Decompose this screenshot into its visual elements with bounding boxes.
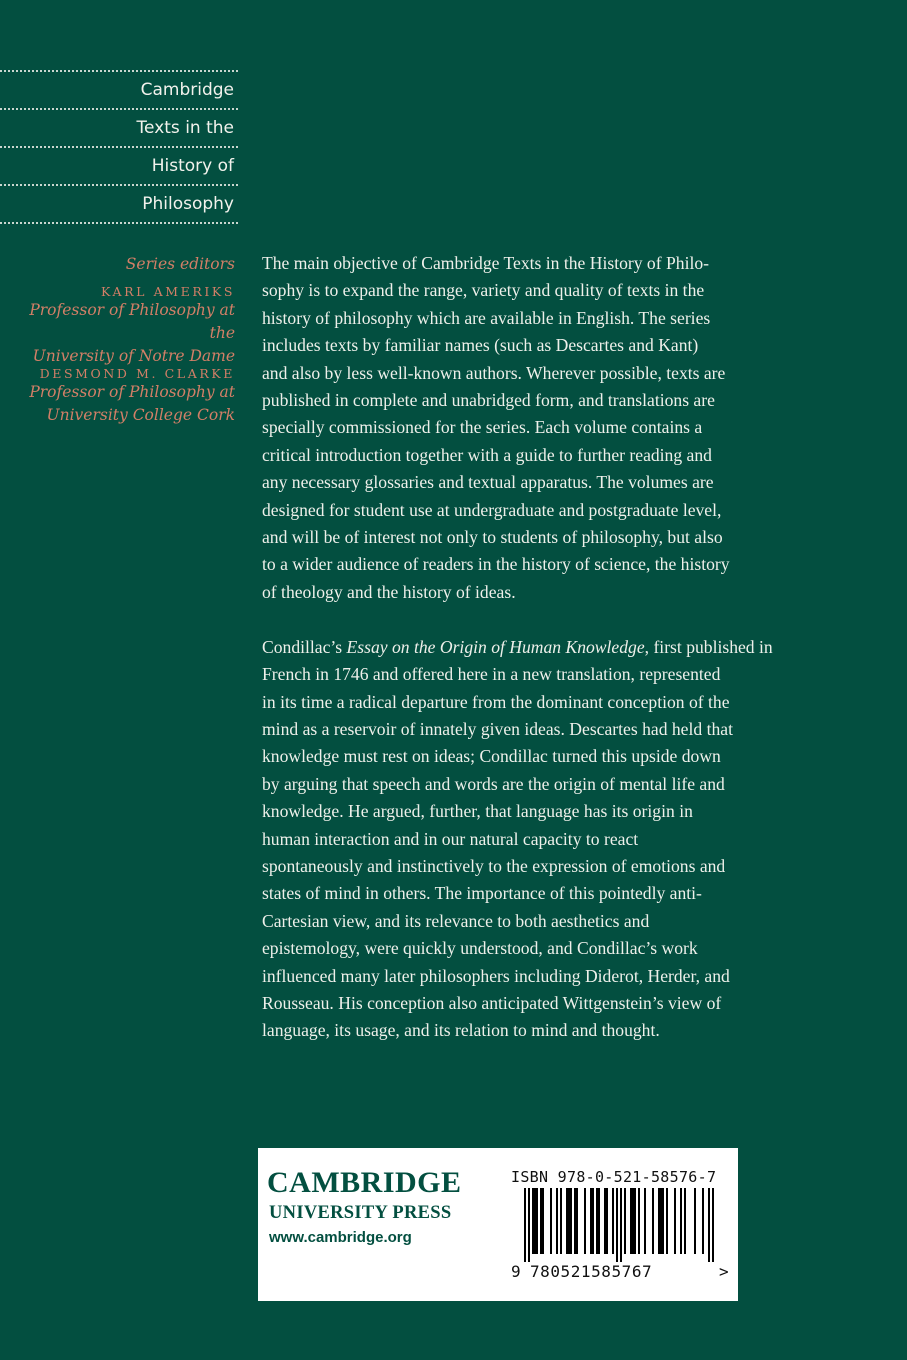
blurb-line: published in complete and unabridged form, and translations are [262, 390, 715, 411]
barcode-lead-digit: 9 [511, 1262, 521, 1281]
blurb-line: critical introduction together with a guide to further reading and [262, 444, 712, 465]
barcode-bar [528, 1188, 530, 1262]
editor-name: KARL AMERIKS [101, 284, 235, 299]
barcode-bar [632, 1188, 634, 1254]
barcode-bar [660, 1188, 662, 1254]
blurb-line: of theology and the history of ideas. [262, 581, 516, 602]
series-title-block [0, 70, 238, 224]
blurb-line: knowledge. He argued, further, that language has its origin in [262, 801, 693, 822]
blurb-line: mind as a reservoir of innately given ideas. Descartes had held that [262, 719, 733, 739]
barcode-bar [524, 1188, 526, 1262]
barcode-bar [658, 1188, 660, 1254]
barcode-bar [606, 1188, 608, 1254]
barcode-bar [576, 1188, 578, 1254]
editor-role-line: Professor of Philosophy at [29, 383, 235, 401]
barcode-digits: 780521585767 [530, 1262, 653, 1281]
blurb-line: Rousseau. His conception also anticipated Wittgenstein’s view of [262, 993, 722, 1014]
barcode-bar [568, 1188, 570, 1254]
barcode-bar [694, 1188, 696, 1254]
barcode-bar [592, 1188, 594, 1254]
blurb-line-end: , first published in [644, 636, 773, 657]
barcode-bar [644, 1188, 646, 1254]
barcode-bar [612, 1188, 614, 1254]
blurb-line: and also by less well-known authors. Wherever possible, texts are [262, 362, 726, 383]
blurb-line: includes texts by familiar names (such as Descartes and Kant) [262, 335, 699, 356]
barcode-bar [574, 1188, 576, 1254]
series-title-line-4: Philosophy [142, 194, 234, 214]
barcode-bar [634, 1188, 636, 1254]
editor-karl-ameriks [20, 284, 235, 368]
blurb-line-start: Condillac’s [262, 636, 347, 657]
barcode-bar [570, 1188, 572, 1254]
barcode-bar [712, 1188, 714, 1262]
barcode-bar [666, 1188, 668, 1254]
blurb-line: spontaneously and instinctively to the expression of emotions and [262, 856, 726, 877]
publisher-logo-name: CAMBRIDGE [267, 1166, 462, 1199]
blurb-line: influenced many later philosophers including Diderot, Herder, and [262, 965, 730, 986]
blurb-line: knowledge must rest on ideas; Condillac turned this upside down [262, 746, 721, 767]
blurb-line: designed for student use at undergraduate and postgraduate level, [262, 499, 722, 520]
editor-role-line: University of Notre Dame [32, 347, 235, 365]
barcode-bar [596, 1188, 598, 1254]
barcode-bar [556, 1188, 558, 1254]
blurb-line: any necessary glossaries and textual apparatus. The volumes are [262, 472, 714, 493]
blurb-line: in its time a radical departure from the dominant conception of the [262, 691, 730, 712]
blurb-line: to a wider audience of readers in the history of science, the history [262, 554, 730, 575]
barcode-bar [674, 1188, 676, 1254]
blurb-paragraph-book [262, 634, 782, 1045]
barcode-bar [684, 1188, 686, 1254]
blurb-line: French in 1746 and offered here in a new translation, represented [262, 664, 721, 685]
barcode-bar [630, 1188, 632, 1254]
blurb-paragraph-series [262, 250, 782, 606]
blurb-line: history of philosophy which are available in English. The series [262, 307, 711, 328]
barcode-bar [624, 1188, 626, 1254]
blurb-line: and will be of interest not only to students of philosophy, but also [262, 527, 723, 548]
barcode-bar [652, 1188, 654, 1254]
blurb-line: by arguing that speech and words are the origin of mental life and [262, 773, 725, 794]
barcode-bar [620, 1188, 622, 1262]
blurb-line: sophy is to expand the range, variety and quality of texts in the [262, 280, 705, 301]
barcode-bar [560, 1188, 562, 1254]
blurb-line: language, its usage, and its relation to mind and thought. [262, 1020, 660, 1041]
barcode-bar [702, 1188, 704, 1254]
editor-role-line: University College Cork [46, 406, 235, 424]
barcode-bar [680, 1188, 682, 1254]
barcode-bar [604, 1188, 606, 1254]
barcode-bar [616, 1188, 618, 1262]
publisher-url: www.cambridge.org [269, 1229, 412, 1246]
publisher-logo-subtitle: UNIVERSITY PRESS [269, 1203, 452, 1223]
barcode-bar [532, 1188, 534, 1254]
barcode-bar [590, 1188, 592, 1254]
isbn-label: ISBN 978-0-521-58576-7 [511, 1168, 717, 1186]
book-title: Essay on the Origin of Human Knowledge [346, 636, 645, 657]
barcode-end-mark: > [719, 1262, 729, 1281]
series-title-line-1: Cambridge [140, 80, 234, 100]
barcode-bar [534, 1188, 536, 1254]
editor-name: DESMOND M. CLARKE [39, 366, 235, 381]
blurb-line: The main objective of Cambridge Texts in the History of Philo- [262, 253, 709, 273]
barcode-bar [566, 1188, 568, 1254]
barcode-bar [598, 1188, 600, 1254]
publisher-barcode-box [258, 1148, 738, 1301]
blurb-line: Cartesian view, and its relevance to both aesthetics and [262, 910, 650, 931]
barcode-bar [584, 1188, 586, 1254]
blurb-line: epistemology, were quickly understood, and Condillac’s work [262, 938, 698, 959]
blurb-line: states of mind in others. The importance of this pointedly anti- [262, 883, 702, 904]
barcode-bar [536, 1188, 538, 1254]
blurb-text [262, 250, 782, 1045]
blurb-line: specially commissioned for the series. Each volume contains a [262, 417, 703, 438]
barcode-bar [542, 1188, 544, 1254]
editor-role-line: Professor of Philosophy at the [29, 301, 235, 342]
barcode-bar [550, 1188, 552, 1254]
dotted-rule [0, 222, 238, 224]
barcode-bar [638, 1188, 640, 1254]
barcode-bar [708, 1188, 710, 1262]
barcode-image [524, 1188, 720, 1262]
series-title-line-3: History of [151, 156, 234, 176]
barcode-bar [662, 1188, 664, 1254]
barcode-bar [540, 1188, 542, 1254]
series-editors-heading: Series editors [125, 255, 235, 273]
editor-desmond-clarke [20, 366, 235, 427]
blurb-line: human interaction and in our natural capacity to react [262, 828, 639, 849]
series-title-line-2: Texts in the [136, 118, 234, 138]
